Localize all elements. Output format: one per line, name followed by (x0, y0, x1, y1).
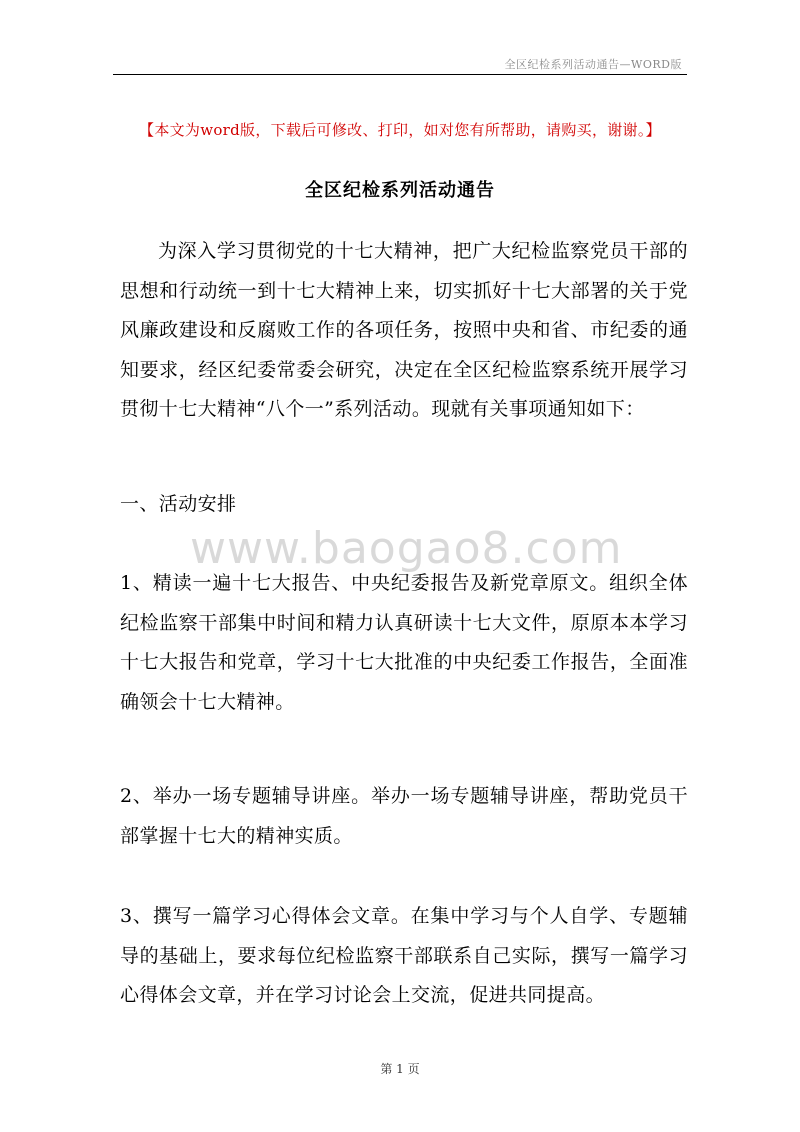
download-notice: 【本文为word版，下载后可修改、打印，如对您有所帮助，请购买，谢谢。】 (139, 121, 661, 139)
running-header: 全区纪检系列活动通告—WORD版 (504, 58, 682, 71)
list-item-3: 3、撰写一篇学习心得体会文章。在集中学习与个人自学、专题辅导的基础上，要求每位纪检监察干部联系自己实际，撰写一篇学习心得体会文章，并在学习讨论会上交流，促进共同提高。 (120, 905, 688, 1006)
section-heading: 一、活动安排 (120, 493, 237, 515)
intro-paragraph: 为深入学习贯彻党的十七大精神，把广大纪检监察党员干部的思想和行动统一到十七大精神上来，切实抓好十七大部署的关于党风廉政建设和反腐败工作的各项任务，按照中央和省、市纪委的通知要求，经区纪委常委会研究，决定在全区纪检监察系统开展学习贯彻十七大精神“八个一”系列活动。现就有关事项通知如下： (120, 240, 688, 420)
watermark: www.baogao8.com (190, 523, 623, 574)
document-title: 全区纪检系列活动通告 (305, 180, 495, 201)
page-number: 第 1 页 (380, 1062, 420, 1076)
header-divider (113, 74, 687, 75)
list-item-1: 1、精读一遍十七大报告、中央纪委报告及新党章原文。组织全体纪检监察干部集中时间和精力认真研读十七大文件，原原本本学习十七大报告和党章，学习十七大批准的中央纪委工作报告，全面准确领会十七大精神。 (120, 572, 688, 713)
list-item-2: 2、举办一场专题辅导讲座。举办一场专题辅导讲座，帮助党员干部掌握十七大的精神实质。 (120, 785, 688, 847)
